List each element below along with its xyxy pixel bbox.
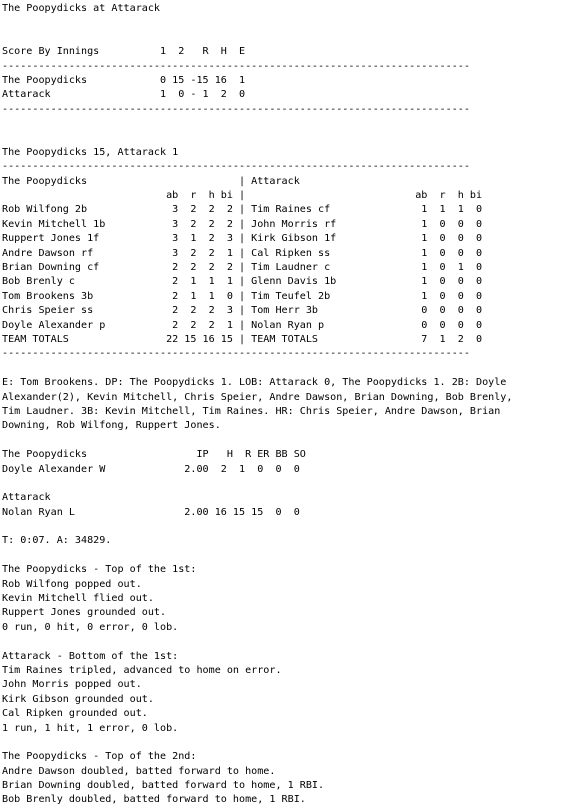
report-line: The Poopydicks 0 15 -15 16 1	[2, 74, 246, 86]
report-line	[2, 132, 581, 146]
report-line: 1 run, 1 hit, 1 error, 0 lob.	[2, 722, 179, 734]
report-line: Chris Speier ss 2 2 2 3 | Tom Herr 3b 0 0 0 0	[2, 305, 483, 317]
report-line	[2, 16, 581, 30]
report-line: The Poopydicks - Top of the 2nd:	[2, 751, 197, 763]
report-line: Doyle Alexander p 2 2 2 1 | Nolan Ryan p 0 0 0 0	[2, 319, 483, 331]
report-line: Alexander(2), Kevin Mitchell, Chris Speier, Andre Dawson, Brian Downing, Bob Brenly,	[2, 391, 513, 403]
report-line: 0 run, 0 hit, 0 error, 0 lob.	[2, 621, 179, 633]
report-line: The Poopydicks 15, Attarack 1	[2, 146, 179, 158]
report-line: Rob Wilfong popped out.	[2, 578, 142, 590]
report-line	[2, 549, 581, 563]
report-line: Brian Downing doubled, batted forward to home, 1 RBI.	[2, 780, 325, 792]
report-line: TEAM TOTALS 22 15 16 15 | TEAM TOTALS 7 1 2 0	[2, 333, 483, 345]
report-line: Attarack	[2, 492, 51, 504]
report-line: Cal Ripken grounded out.	[2, 708, 148, 720]
report-line: E: Tom Brookens. DP: The Poopydicks 1. LOB: Attarack 0, The Poopydicks 1. 2B: Doyle	[2, 377, 507, 389]
report-line: ab r h bi | ab r h bi	[2, 190, 483, 202]
report-line: The Poopydicks | Attarack	[2, 175, 300, 187]
report-line: Ruppert Jones 1f 3 1 2 3 | Kirk Gibson 1f 1 0 0 0	[2, 233, 483, 245]
report-line	[2, 736, 581, 750]
report-line: Bob Brenly doubled, batted forward to home, 1 RBI.	[2, 794, 306, 806]
report-line: Tim Laudner. 3B: Kevin Mitchell, Tim Raines. HR: Chris Speier, Andre Dawson, Brian	[2, 405, 501, 417]
report-line: Attarack 1 0 - 1 2 0	[2, 89, 246, 101]
report-line: -----------------------------------------------------------------------------	[2, 60, 470, 72]
report-line: Tom Brookens 3b 2 1 1 0 | Tim Teufel 2b 1 0 0 0	[2, 290, 483, 302]
report-line: -----------------------------------------------------------------------------	[2, 348, 470, 360]
report-line: Andre Dawson doubled, batted forward to home.	[2, 765, 276, 777]
report-line: T: 0:07. A: 34829.	[2, 535, 112, 547]
report-line: Score By Innings 1 2 R H E	[2, 46, 246, 58]
report-line: Rob Wilfong 2b 3 2 2 2 | Tim Raines cf 1 1 1 0	[2, 204, 483, 216]
report-line	[2, 31, 581, 45]
report-line	[2, 477, 581, 491]
report-line: Andre Dawson rf 3 2 2 1 | Cal Ripken ss 1 0 0 0	[2, 247, 483, 259]
report-line: -----------------------------------------------------------------------------	[2, 161, 470, 173]
report-line: Brian Downing cf 2 2 2 2 | Tim Laudner c 1 0 1 0	[2, 262, 483, 274]
report-line	[2, 362, 581, 376]
report-line: Kirk Gibson grounded out.	[2, 693, 154, 705]
report-line	[2, 635, 581, 649]
report-line: Kevin Mitchell flied out.	[2, 593, 154, 605]
report-line: Bob Brenly c 2 1 1 1 | Glenn Davis 1b 1 0 0 0	[2, 276, 483, 288]
report-line: Ruppert Jones grounded out.	[2, 607, 167, 619]
report-line: Doyle Alexander W 2.00 2 1 0 0 0	[2, 463, 300, 475]
report-line: Downing, Rob Wilfong, Ruppert Jones.	[2, 420, 221, 432]
report-line	[2, 520, 581, 534]
report-line: Nolan Ryan L 2.00 16 15 15 0 0	[2, 506, 300, 518]
report-line: The Poopydicks IP H R ER BB SO	[2, 449, 306, 461]
report-line: John Morris popped out.	[2, 679, 142, 691]
report-line: Attarack - Bottom of the 1st:	[2, 650, 179, 662]
report-line: Tim Raines tripled, advanced to home on error.	[2, 664, 282, 676]
report-line: Kevin Mitchell 1b 3 2 2 2 | John Morris rf 1 0 0 0	[2, 218, 483, 230]
report-line: -----------------------------------------------------------------------------	[2, 103, 470, 115]
report-line	[2, 117, 581, 131]
report-line: The Poopydicks - Top of the 1st:	[2, 564, 197, 576]
report-line: The Poopydicks at Attarack	[2, 3, 161, 14]
report-line	[2, 434, 581, 448]
